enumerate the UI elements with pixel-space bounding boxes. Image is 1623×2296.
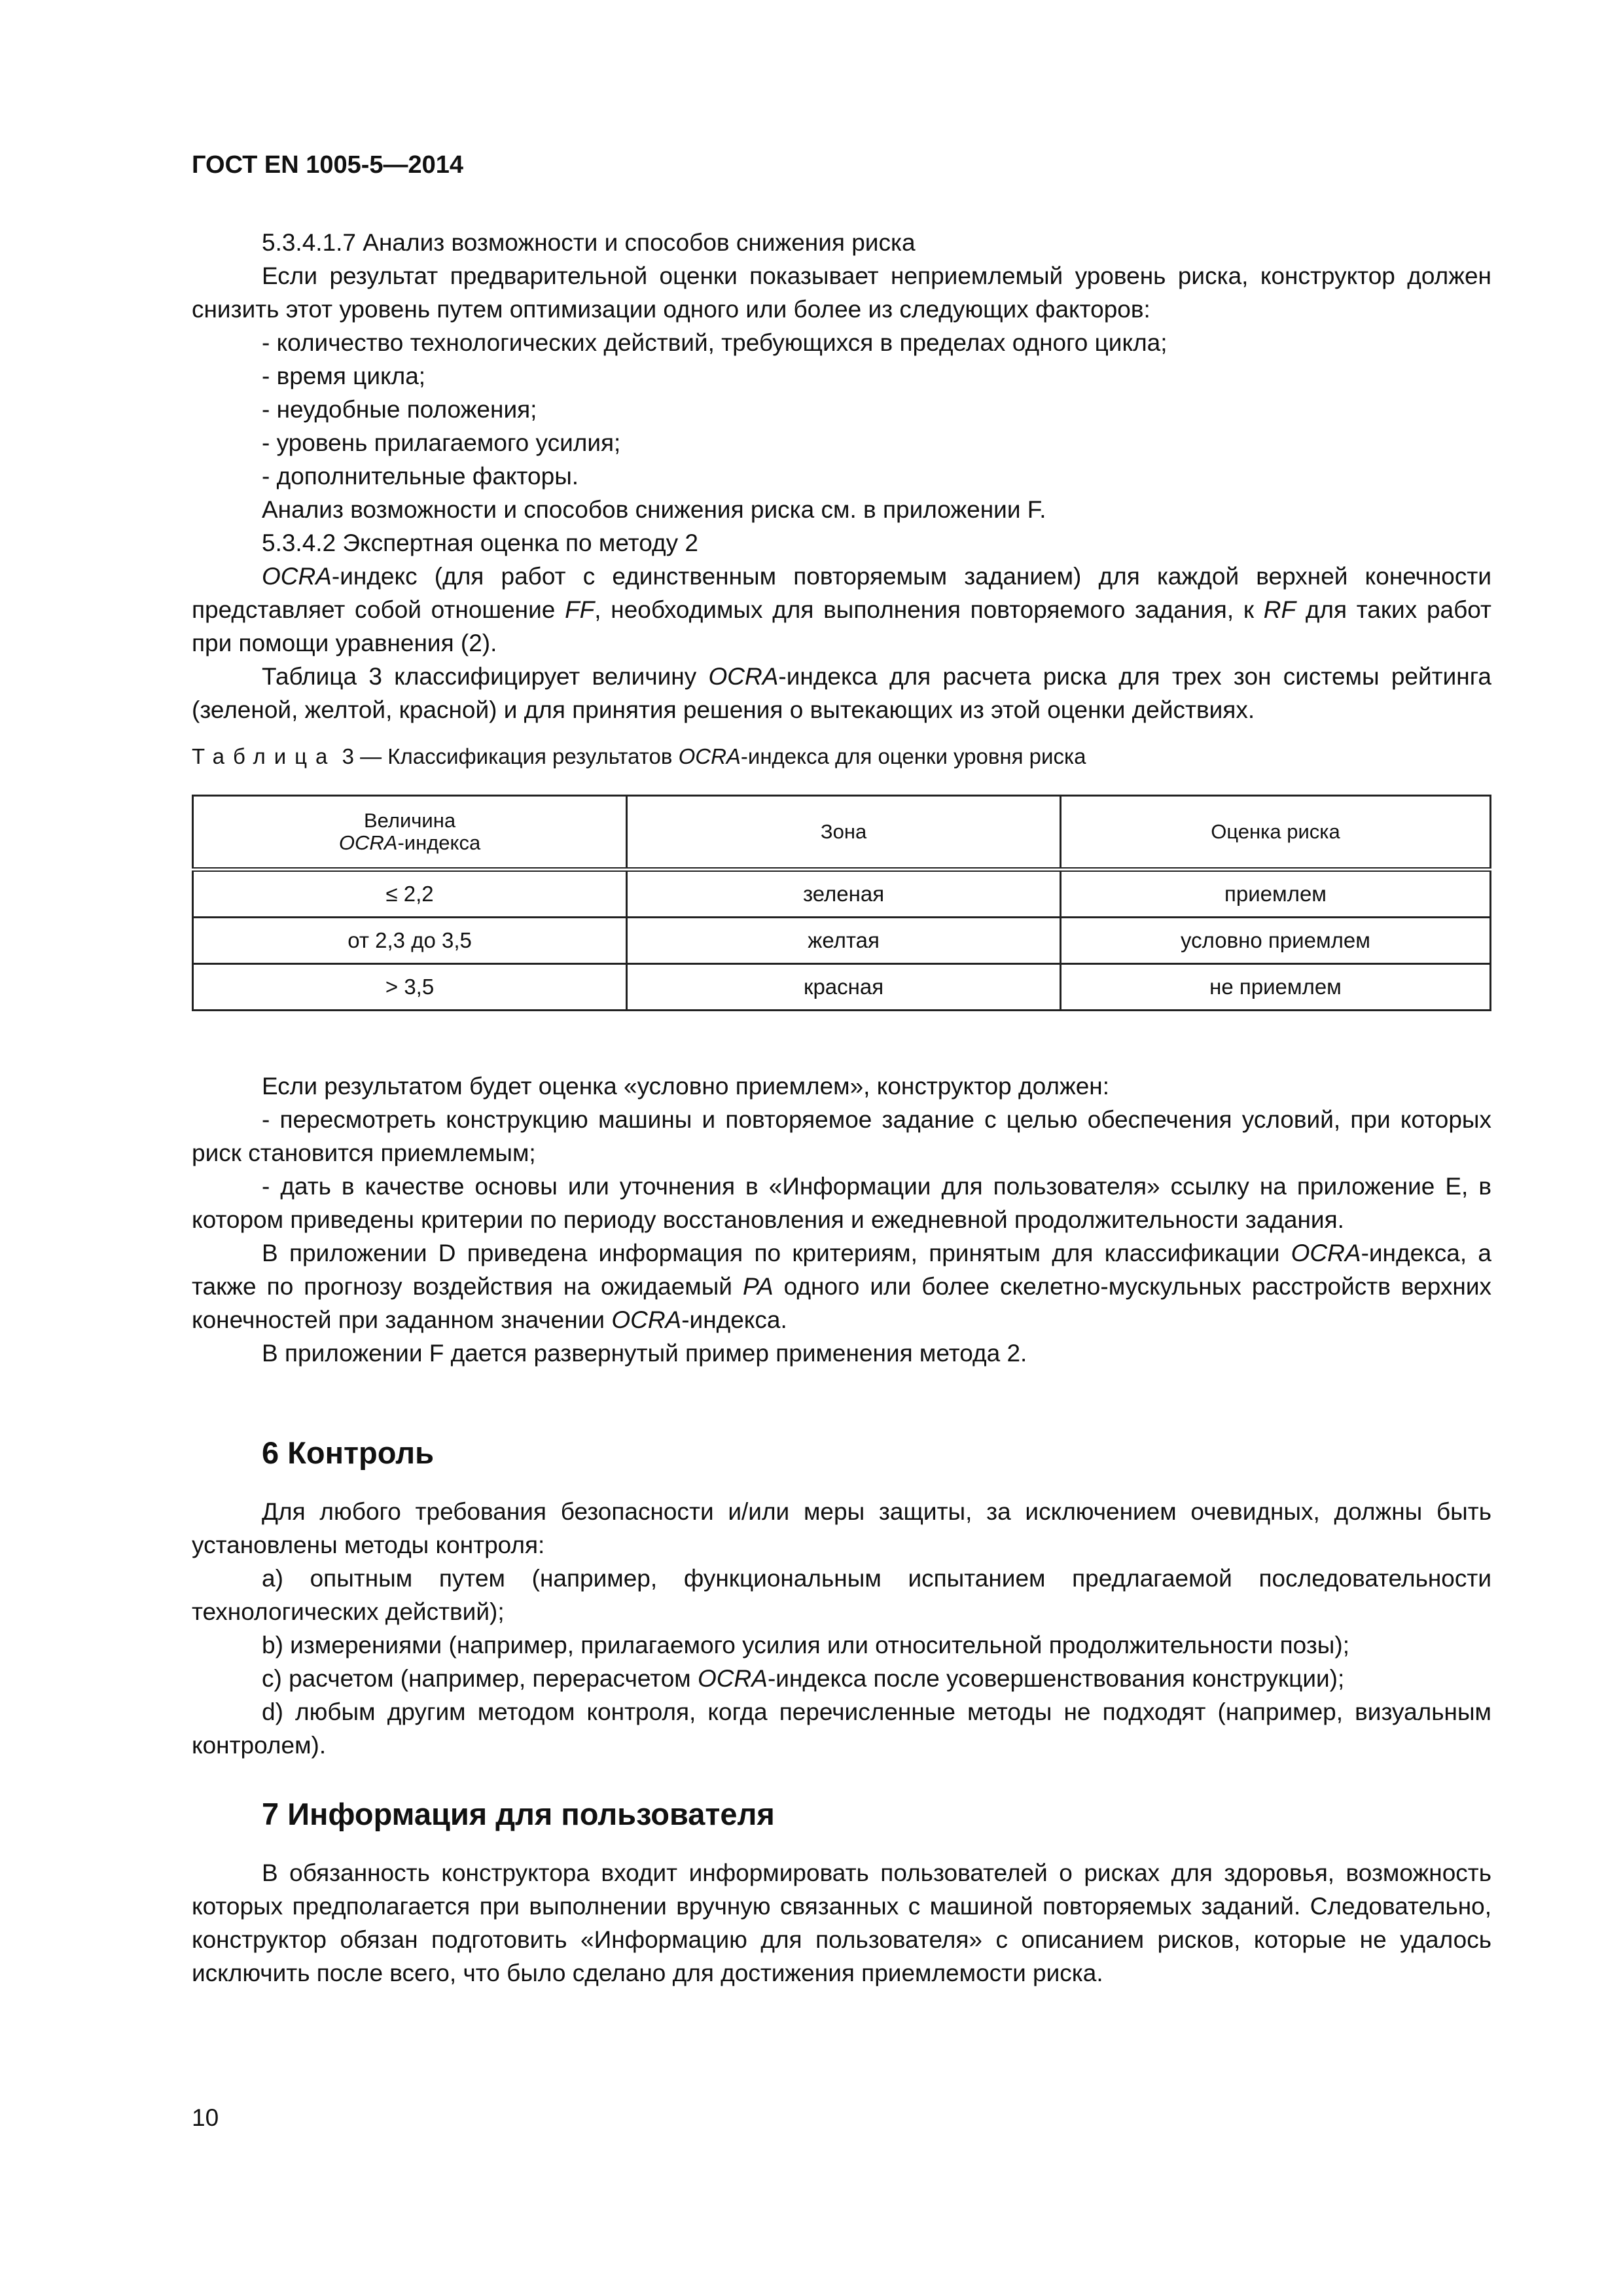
table-row: [193, 870, 1491, 918]
section-heading-6: 6 Контроль: [262, 1435, 434, 1470]
list-item: b) измерениями (например, прилагаемого усилия или относительной продолжительности позы);: [262, 1632, 1349, 1659]
paragraph-control-intro: Для любого требования безопасности и/или меры защиты, за исключением очевидных, должны быть установлены методы контроля:: [192, 1498, 1491, 1558]
table-header-row: [193, 796, 1491, 870]
section-6-body: [192, 1495, 1491, 1762]
paragraph-annex-ref: Анализ возможности и способов снижения риска см. в приложении F.: [262, 496, 1046, 523]
table-row: [193, 918, 1491, 964]
document-header: ГОСТ EN 1005-5—2014: [192, 151, 464, 179]
table-cell-value: ≤ 2,2: [193, 870, 627, 918]
section-6-block: [192, 1433, 1491, 1473]
subsection-title-5-3-4-2: 5.3.4.2 Экспертная оценка по методу 2: [262, 529, 698, 556]
paragraph-ocra-definition: OCRA-индекс (для работ с единственным повторяемым заданием) для каждой верхней конечности представляет собой отношение FF, необходимых для выполнения повторяемого задания, к RF для таких работ при помощи уравнения (2).: [192, 563, 1492, 656]
section-heading-7: 7 Информация для пользователя: [262, 1797, 775, 1831]
table-cell-zone: зеленая: [627, 870, 1061, 918]
table-caption: Таблица 3 — Классификация результатов OCRA-индекса для оценки уровня риска: [192, 744, 1086, 768]
list-item: - время цикла;: [262, 363, 426, 389]
table-cell-risk: условно приемлем: [1061, 918, 1491, 964]
table-cell-risk: приемлем: [1061, 870, 1491, 918]
list-item: - дать в качестве основы или уточнения в «Информации для пользователя» ссылку на приложение E, в котором приведены критерии по периоду восстановления и ежедневной продолжительности задания.: [192, 1173, 1491, 1233]
table-header-risk: Оценка риска: [1061, 796, 1491, 870]
paragraph-table3-intro: Таблица 3 классифицирует величину OCRA-индекса для расчета риска для трех зон системы рейтинга (зеленой, желтой, красной) и для принятия решения о вытекающих из этой оценки действиях.: [192, 663, 1491, 723]
list-item: - уровень прилагаемого усилия;: [262, 429, 621, 456]
table-cell-risk: не приемлем: [1061, 964, 1491, 1011]
section-7-block: [192, 1795, 1491, 1834]
list-item: - дополнительные факторы.: [262, 463, 579, 490]
paragraph-intro: Если результат предварительной оценки показывает неприемлемый уровень риска, конструктор должен снизить этот уровень путем оптимизации одного или более из следующих факторов:: [192, 262, 1491, 323]
list-item: a) опытным путем (например, функциональным испытанием предлагаемой последовательности технологических действий);: [192, 1565, 1491, 1625]
page-number: 10: [192, 2104, 219, 2131]
table-row: [193, 964, 1491, 1011]
section-7-body: [192, 1856, 1491, 1990]
paragraph-annex-d: В приложении D приведена информация по критериям, принятым для классификации OCRA-индекса, а также по прогнозу воздействия на ожидаемый PA одного или более скелетно-мускульных расстройств верхних конечностей при заданном значении OCRA-индекса.: [192, 1240, 1491, 1333]
section-5-3-4-block: [192, 226, 1491, 726]
table-cell-value: от 2,3 до 3,5: [193, 918, 627, 964]
subsection-title-5-3-4-1-7: 5.3.4.1.7 Анализ возможности и способов снижения риска: [262, 229, 916, 256]
paragraph-annex-f: В приложении F дается развернутый пример применения метода 2.: [262, 1340, 1027, 1367]
list-item: - неудобные положения;: [262, 396, 537, 423]
table-cell-value: > 3,5: [193, 964, 627, 1011]
paragraph-user-info: В обязанность конструктора входит информировать пользователей о рисках для здоровья, возможность которых предполагается при выполнении вручную связанных с машиной повторяемых заданий. Следовательно, конструктор обязан подготовить «Информацию для пользователя» с описанием рисков, которые не удалось исключить после всего, что было сделано для достижения приемлемости риска.: [192, 1859, 1491, 1986]
list-item: - пересмотреть конструкцию машины и повторяемое задание с целью обеспечения условий, при которых риск становится приемлемым;: [192, 1106, 1491, 1166]
list-item: c) расчетом (например, перерасчетом OCRA-индекса после усовершенствования конструкции);: [262, 1665, 1345, 1692]
list-item: d) любым другим методом контроля, когда перечисленные методы не подходят (например, визуальным контролем).: [192, 1698, 1491, 1759]
table-cell-zone: желтая: [627, 918, 1061, 964]
table-header-ocra-value: Величина OCRA-индекса: [193, 796, 627, 870]
paragraph-conditional: Если результатом будет оценка «условно приемлем», конструктор должен:: [262, 1073, 1110, 1100]
table-header-zone: Зона: [627, 796, 1061, 870]
ocra-classification-table: [192, 795, 1491, 1011]
list-item: - количество технологических действий, требующихся в пределах одного цикла;: [262, 329, 1168, 356]
after-table-block: [192, 1069, 1491, 1370]
table-cell-zone: красная: [627, 964, 1061, 1011]
